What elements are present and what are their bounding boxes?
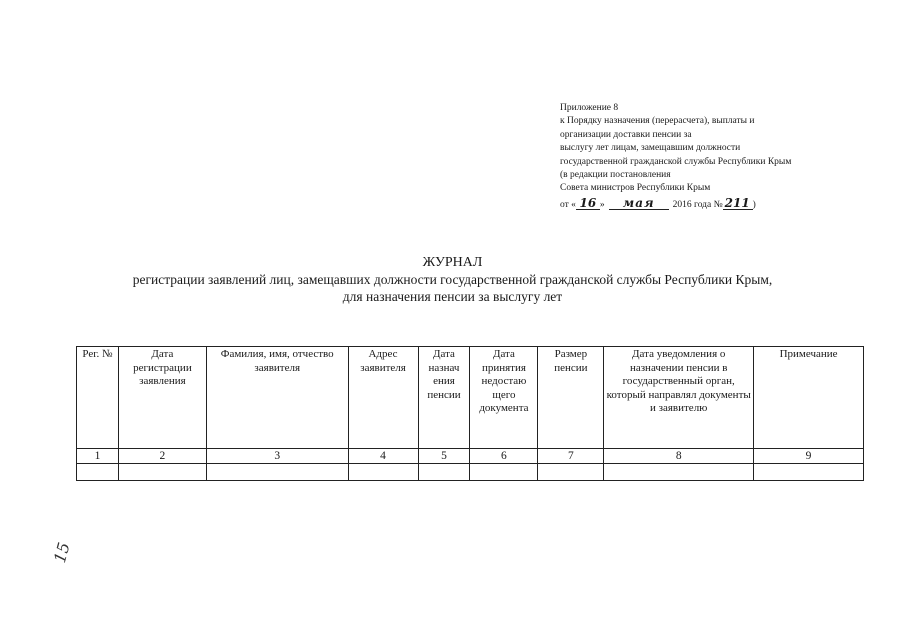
table-cell [77,464,119,481]
column-number: 7 [538,449,604,464]
column-header: Дата уведомления о назначении пенсии в государственный орган, который направлял документы и заявителю [604,347,754,449]
handwritten-page-number: 15 [50,540,74,565]
column-header: Примечание [754,347,864,449]
appendix-line: выслугу лет лицам, замещавшим должности [560,143,741,154]
appendix-line: государственной гражданской службы Республики Крым [560,156,792,167]
column-number-row [77,449,864,464]
appendix-line: организации доставки пенсии за [560,129,692,140]
column-number: 5 [418,449,470,464]
column-header: Размер пенсии [538,347,604,449]
column-number: 3 [206,449,348,464]
date-year-text: 2016 года № [672,199,723,210]
table-header-row [77,347,864,449]
column-header: Фамилия, имя, отчество заявителя [206,347,348,449]
appendix-line: Приложение 8 [560,103,619,113]
journal-subtitle-line-2: для назначения пенсии за выслугу лет [342,289,563,304]
column-number: 1 [77,449,119,464]
table-cell [538,464,604,481]
journal-heading: ЖУРНАЛ [422,255,483,270]
handwritten-month: мая [609,197,669,210]
column-header: Адрес заявителя [348,347,418,449]
column-number: 2 [118,449,206,464]
column-number: 4 [348,449,418,464]
date-suffix: ) [752,199,756,210]
table-cell [754,464,864,481]
registration-table [76,346,864,481]
column-number: 6 [470,449,538,464]
appendix-line: (в редакции постановления [560,170,671,181]
column-header: Дата принятия недостаю щего документа [470,347,538,449]
handwritten-day: 16 [576,197,600,210]
table-cell [418,464,470,481]
column-header: Дата регистрации заявления [118,347,206,449]
table-cell [470,464,538,481]
journal-subtitle-line-1: регистрации заявлений лиц, замещавших должности государственной гражданской службы Республики Крым, [132,272,773,287]
column-number: 8 [604,449,754,464]
table-cell [206,464,348,481]
appendix-block [560,102,860,212]
handwritten-resolution-number: 211 [723,197,753,210]
appendix-line: к Порядку назначения (перерасчета), выплаты и [560,116,755,127]
column-number: 9 [754,449,864,464]
column-header: Рег. № [77,347,119,449]
journal-title-block [0,254,905,305]
appendix-line: Совета министров Республики Крым [560,183,711,194]
table-cell [348,464,418,481]
date-prefix: от « [560,199,576,210]
date-close-quote: » [599,199,605,210]
table-cell [118,464,206,481]
table-row [77,464,864,481]
table-cell [604,464,754,481]
column-header: Дата назнач ения пенсии [418,347,470,449]
resolution-date-line [560,197,860,212]
